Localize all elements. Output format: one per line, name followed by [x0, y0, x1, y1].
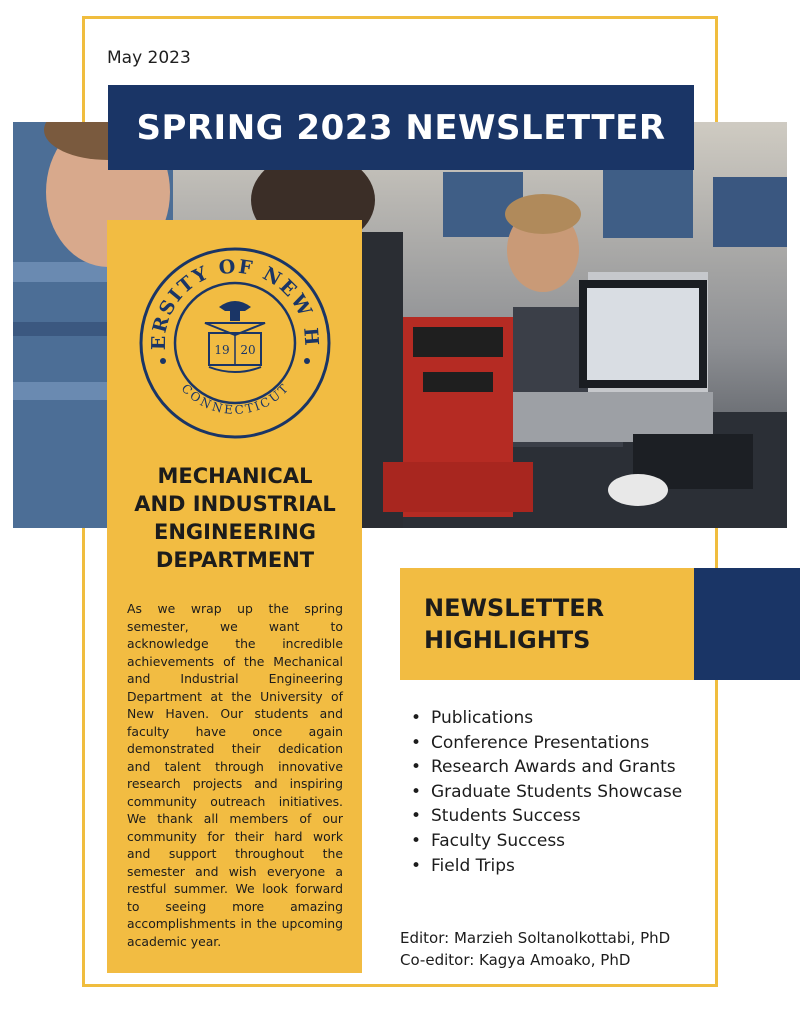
- newsletter-title: SPRING 2023 NEWSLETTER: [136, 107, 666, 148]
- bullet-icon: •: [411, 806, 422, 827]
- list-item-label: Research Awards and Grants: [431, 757, 676, 778]
- seal-arc-top: ERSITY OF NEW H: [147, 255, 323, 351]
- bullet-icon: •: [411, 757, 422, 778]
- coeditor-line: Co-editor: Kagya Amoako, PhD: [400, 951, 631, 969]
- list-item-label: Conference Presentations: [431, 732, 650, 753]
- newsletter-title-banner: [108, 85, 694, 170]
- seal-year-right: 20: [240, 343, 256, 357]
- department-name: [120, 462, 350, 574]
- editor-line: Editor: Marzieh Soltanolkottabi, PhD: [400, 929, 671, 947]
- intro-paragraph: As we wrap up the spring semester, we want to acknowledge the incredible achievements of the Mechanical and Industrial Engineering Department at the University of New Haven. Our students and faculty have once again demonstrated their dedication and talent through innovative research projects and inspiring community outreach initiatives. We thank all members of our community for their hard work and support throughout the semester and wish everyone a restful summer. We look forward to seeing more amazing accomplishments in the upcoming academic year.: [127, 601, 343, 949]
- list-item: [411, 780, 682, 805]
- department-name-line: DEPARTMENT: [155, 548, 315, 572]
- editor-credits: [400, 927, 670, 971]
- list-item: [411, 755, 682, 780]
- highlights-title: [424, 592, 604, 656]
- seal-arc-bottom: CONNECTICUT: [178, 381, 292, 418]
- list-item: [411, 706, 682, 731]
- department-name-line: ENGINEERING: [153, 520, 317, 544]
- list-item-label: Students Success: [431, 806, 581, 827]
- list-item: [411, 731, 682, 756]
- highlights-accent-block: [694, 568, 800, 680]
- issue-date: May 2023: [107, 48, 191, 68]
- bullet-icon: •: [411, 708, 422, 728]
- list-item-label: Field Trips: [431, 855, 515, 876]
- bullet-icon: •: [411, 830, 422, 851]
- highlights-title-line: HIGHLIGHTS: [424, 626, 591, 654]
- highlights-list: [411, 706, 682, 878]
- department-name-line: AND INDUSTRIAL: [134, 492, 336, 516]
- bullet-icon: •: [411, 855, 422, 876]
- list-item-label: Graduate Students Showcase: [431, 781, 683, 802]
- bullet-icon: •: [411, 781, 422, 802]
- list-item-label: Publications: [431, 708, 534, 728]
- bullet-icon: •: [411, 732, 422, 753]
- department-name-line: MECHANICAL: [157, 464, 313, 488]
- highlights-title-line: NEWSLETTER: [424, 594, 605, 622]
- university-seal-logo: [137, 245, 333, 441]
- list-item: [411, 829, 682, 854]
- list-item-label: Faculty Success: [431, 830, 566, 851]
- seal-year-left: 19: [214, 343, 230, 357]
- list-item: [411, 854, 682, 879]
- list-item: [411, 804, 682, 829]
